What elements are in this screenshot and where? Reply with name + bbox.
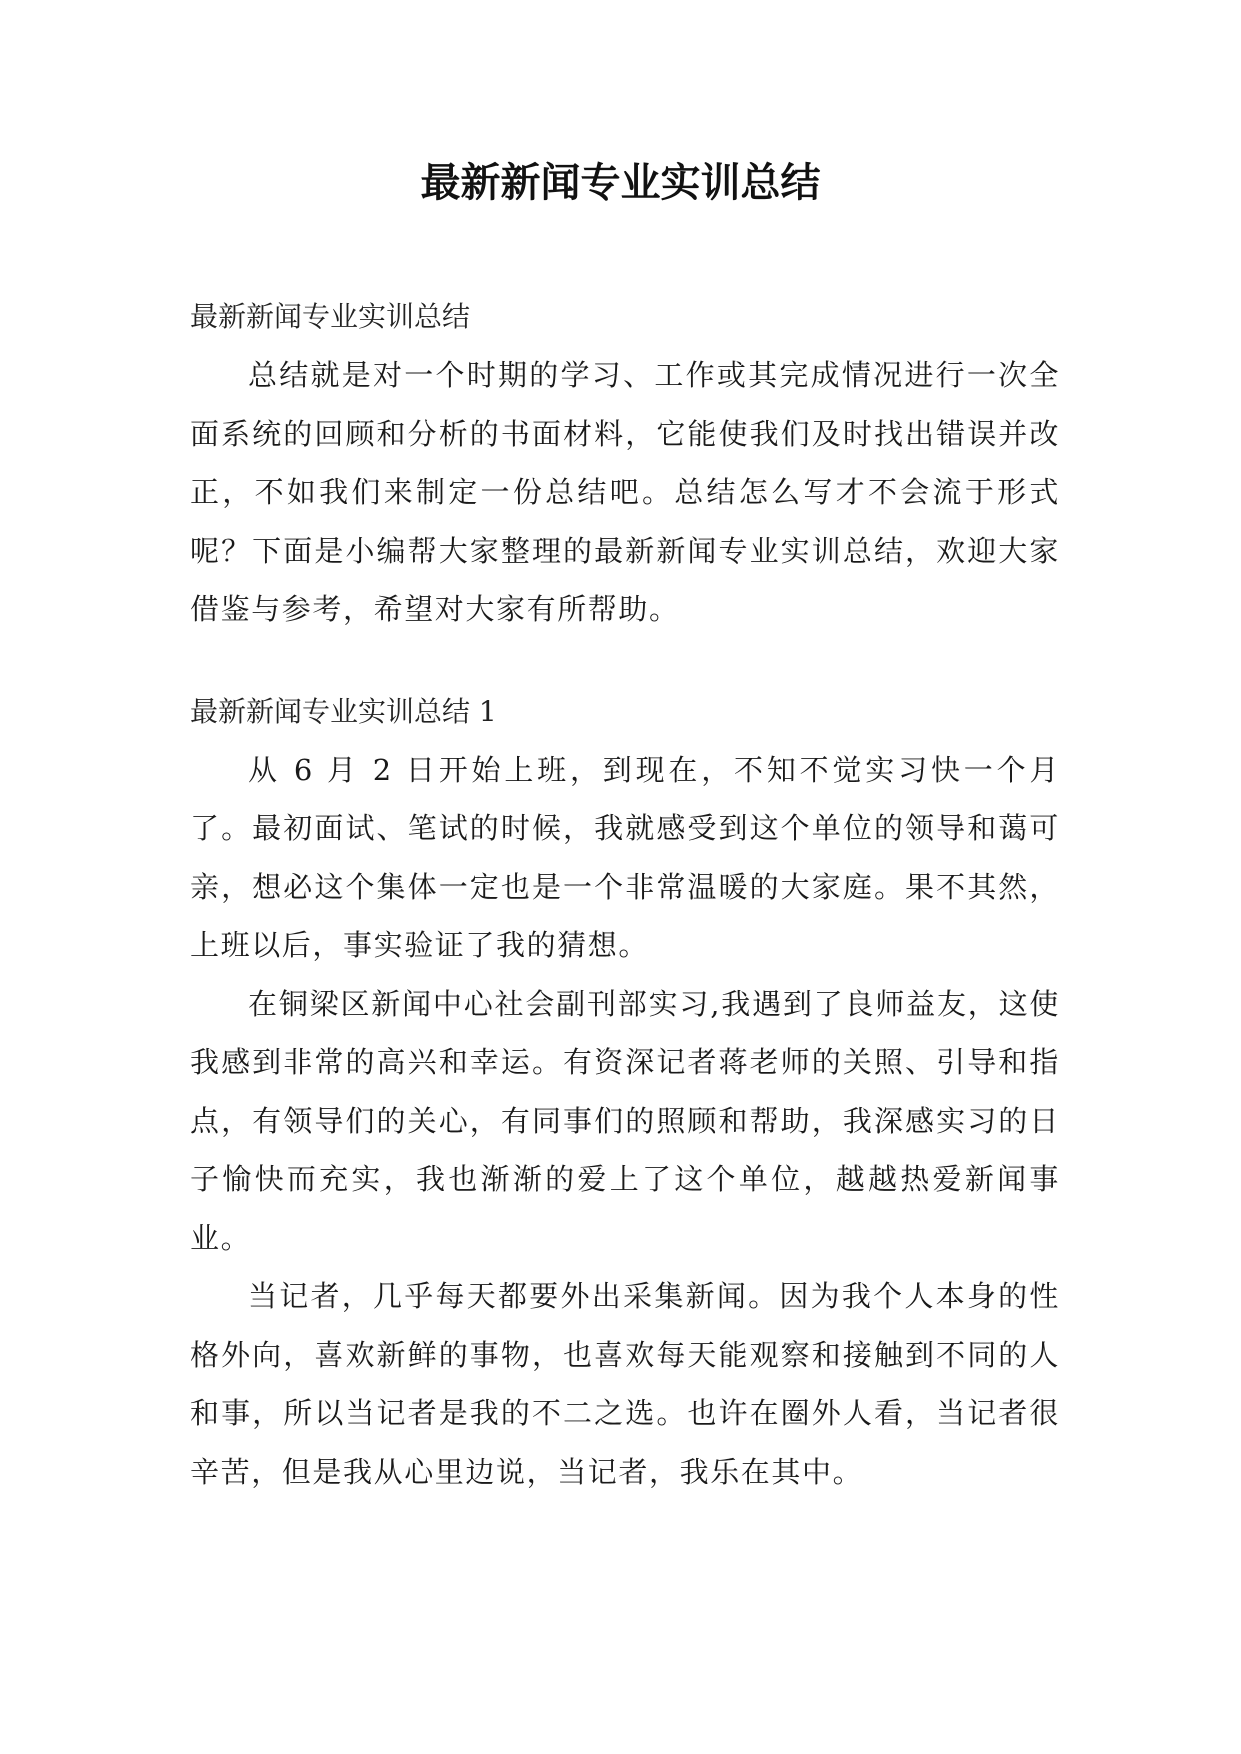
section-1-paragraph-1: 从 6 月 2 日开始上班，到现在，不知不觉实习快一个月了。最初面试、笔试的时候，我就感受到这个单位的领导和蔼可亲，想必这个集体一定也是一个非常温暖的大家庭。果不其然，上班以后，事实验证了我的猜想。 [190,752,1060,962]
section-1-heading: 最新新闻专业实训总结 1 [190,694,497,728]
intro-heading: 最新新闻专业实训总结 [190,300,471,333]
section-1-paragraph-3: 当记者，几乎每天都要外出采集新闻。因为我个人本身的性格外向，喜欢新鲜的事物，也喜欢每天能观察和接触到不同的人和事，所以当记者是我的不二之选。也许在圈外人看，当记者很辛苦，但是我从心里边说，当记者，我乐在其中。 [190,1279,1060,1489]
document-body [190,288,1060,1501]
intro-paragraph: 总结就是对一个时期的学习、工作或其完成情况进行一次全面系统的回顾和分析的书面材料，它能使我们及时找出错误并改正，不如我们来制定一份总结吧。总结怎么写才不会流于形式呢？下面是小编帮大家整理的最新新闻专业实训总结，欢迎大家借鉴与参考，希望对大家有所帮助。 [190,358,1060,626]
section-spacer [190,639,1060,683]
section-1-paragraph-2: 在铜梁区新闻中心社会副刊部实习,我遇到了良师益友，这使我感到非常的高兴和幸运。有资深记者蒋老师的关照、引导和指点，有领导们的关心，有同事们的照顾和帮助，我深感实习的日子愉快而充实，我也渐渐的爱上了这个单位，越越热爱新闻事业。 [190,986,1060,1255]
document-title: 最新新闻专业实训总结 [420,160,821,206]
